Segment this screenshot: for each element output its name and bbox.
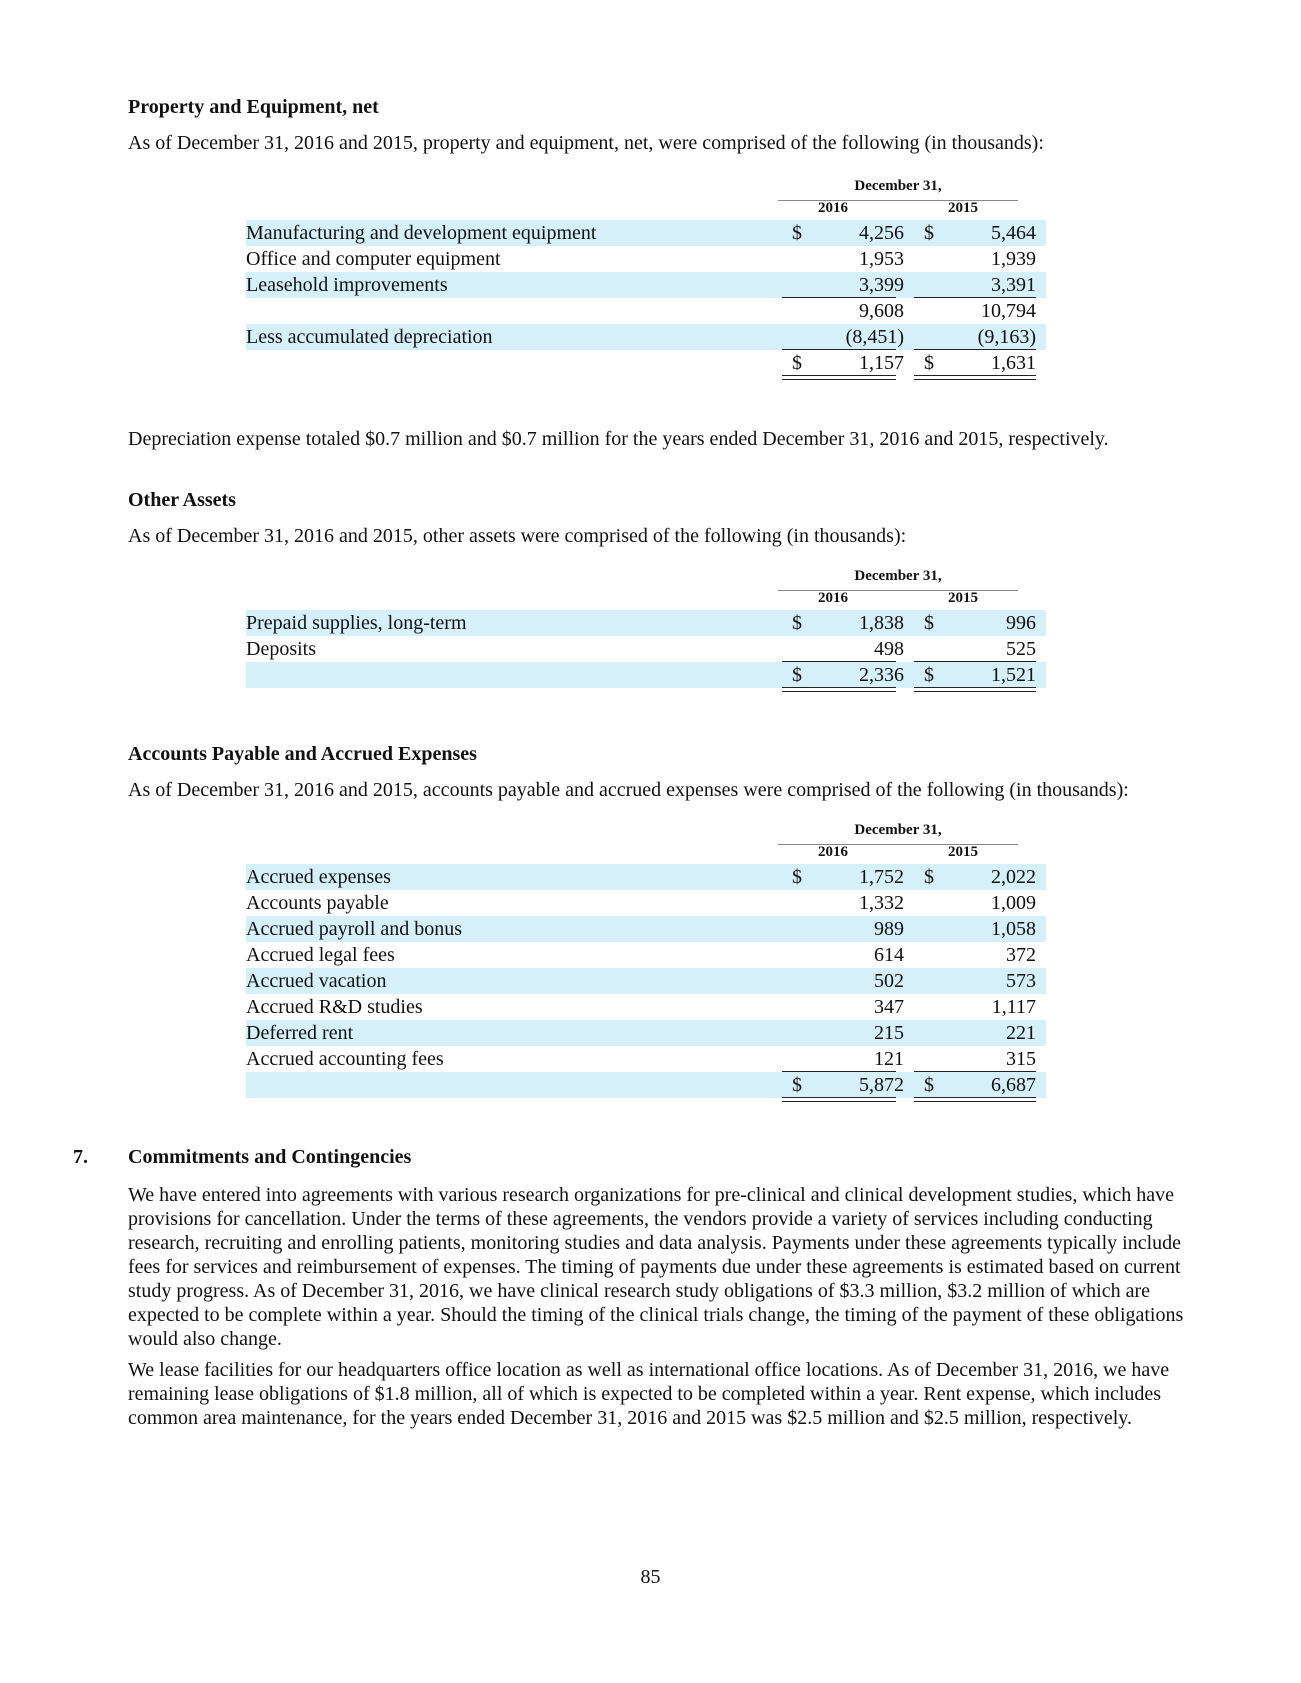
dollar-sign: $	[792, 866, 802, 888]
value-2016: 121	[874, 1048, 904, 1070]
value-2016: 3,399	[859, 274, 904, 296]
value-2015: 3,391	[991, 274, 1036, 296]
table-row	[246, 1020, 1046, 1046]
table-header: December 31,	[778, 568, 1018, 591]
table-body	[246, 864, 1046, 1098]
section-title-payables: Accounts Payable and Accrued Expenses	[128, 743, 477, 765]
value-2016: 1,752	[859, 866, 904, 888]
section-title-other-assets: Other Assets	[128, 489, 236, 511]
value-2015: 5,464	[991, 222, 1036, 244]
value-2015: 10,794	[981, 300, 1036, 322]
column-header-2015: 2015	[948, 200, 978, 216]
value-2015: (9,163)	[977, 326, 1036, 348]
dollar-sign: $	[792, 222, 802, 244]
column-header-2016: 2016	[818, 844, 848, 860]
value-2016: 347	[874, 996, 904, 1018]
other-assets-intro: As of December 31, 2016 and 2015, other assets were comprised of the following (in thousands):	[128, 525, 907, 547]
value-2016: 215	[874, 1022, 904, 1044]
value-2015: 1,058	[991, 918, 1036, 940]
table-row-total	[246, 350, 1046, 376]
value-2016: 989	[874, 918, 904, 940]
table-row	[246, 1046, 1046, 1072]
row-label: Prepaid supplies, long-term	[246, 612, 467, 634]
value-2016: 1,332	[859, 892, 904, 914]
value-2015: 6,687	[991, 1074, 1036, 1096]
total-double-rule	[914, 375, 1036, 380]
value-2016: 614	[874, 944, 904, 966]
value-2015: 1,631	[991, 352, 1036, 374]
row-label: Deposits	[246, 638, 316, 660]
table-row-total	[246, 662, 1046, 688]
table-row-total	[246, 1072, 1046, 1098]
table-row	[246, 864, 1046, 890]
value-2015: 1,117	[991, 996, 1036, 1018]
section-title-commitments: Commitments and Contingencies	[128, 1146, 412, 1168]
dollar-sign: $	[924, 664, 934, 686]
property-intro: As of December 31, 2016 and 2015, property and equipment, net, were comprised of the following (in thousands):	[128, 132, 1044, 154]
table-row	[246, 220, 1046, 246]
table-row	[246, 968, 1046, 994]
value-2016: 4,256	[859, 222, 904, 244]
dollar-sign: $	[792, 352, 802, 374]
dollar-sign: $	[924, 352, 934, 374]
dollar-sign: $	[924, 222, 934, 244]
row-label: Accrued accounting fees	[246, 1048, 444, 1070]
table-row	[246, 994, 1046, 1020]
total-double-rule	[782, 1097, 896, 1102]
table-row	[246, 916, 1046, 942]
row-label: Manufacturing and development equipment	[246, 222, 597, 244]
commitments-paragraph-2: We lease facilities for our headquarters office location as well as international office locations. As of December 31, 2016, we have remaining lease obligations of $1.8 million, all of which is expected to be completed within a year. Rent expense, which includes common area maintenance, for the years ended December 31, 2016 and 2015 was $2.5 million and $2.5 million, respectively.	[128, 1359, 1170, 1429]
page-number: 85	[640, 1566, 661, 1588]
dollar-sign: $	[924, 1074, 934, 1096]
other-assets-table	[246, 568, 1046, 698]
depreciation-note: Depreciation expense totaled $0.7 million and $0.7 million for the years ended December 31, 2016 and 2015, respectively.	[128, 428, 1109, 450]
value-2016: 2,336	[859, 664, 904, 686]
total-double-rule	[914, 687, 1036, 692]
value-2016: 5,872	[859, 1074, 904, 1096]
total-double-rule	[782, 375, 896, 380]
value-2016: (8,451)	[845, 326, 904, 348]
dollar-sign: $	[792, 1074, 802, 1096]
row-label: Accrued expenses	[246, 866, 391, 888]
row-label: Accrued R&D studies	[246, 996, 423, 1018]
value-2016: 9,608	[859, 300, 904, 322]
row-label: Accounts payable	[246, 892, 389, 914]
table-row	[246, 890, 1046, 916]
commitments-paragraph-1: We have entered into agreements with various research organizations for pre-clinical and clinical development studies, which have provisions for cancellation. Under the terms of these agreements, the vendors provide a variety of services including conducting research, recruiting and enrolling patients, monitoring studies and data analysis. Payments under these agreements typically include fees for services and reimbursement of expenses. The timing of payments due under these agreements is estimated based on current study progress. As of December 31, 2016, we have clinical research study obligations of $3.3 million, $3.2 million of which are expected to be complete within a year. Should the timing of the clinical trials change, the timing of the payment of these obligations would also change.	[128, 1184, 1184, 1350]
dollar-sign: $	[792, 664, 802, 686]
dollar-sign: $	[924, 612, 934, 634]
table-row	[246, 636, 1046, 662]
table-body	[246, 610, 1046, 688]
row-label: Less accumulated depreciation	[246, 326, 493, 348]
row-label: Deferred rent	[246, 1022, 354, 1044]
value-2015: 996	[1006, 612, 1036, 634]
property-table	[246, 178, 1046, 378]
section-number: 7.	[73, 1146, 88, 1168]
column-header-2015: 2015	[948, 590, 978, 606]
dollar-sign: $	[924, 866, 934, 888]
value-2015: 1,939	[991, 248, 1036, 270]
table-row	[246, 272, 1046, 298]
column-header-2016: 2016	[818, 200, 848, 216]
table-row	[246, 942, 1046, 968]
value-2016: 502	[874, 970, 904, 992]
value-2015: 221	[1006, 1022, 1036, 1044]
table-header: December 31,	[778, 178, 1018, 201]
value-2015: 573	[1006, 970, 1036, 992]
table-row	[246, 610, 1046, 636]
payables-intro: As of December 31, 2016 and 2015, accounts payable and accrued expenses were comprised of the following (in thousands):	[128, 779, 1129, 801]
row-label: Accrued vacation	[246, 970, 387, 992]
value-2015: 1,009	[991, 892, 1036, 914]
column-header-2016: 2016	[818, 590, 848, 606]
value-2015: 525	[1006, 638, 1036, 660]
table-row	[246, 324, 1046, 350]
dollar-sign: $	[792, 612, 802, 634]
table-row	[246, 298, 1046, 324]
value-2015: 315	[1006, 1048, 1036, 1070]
value-2016: 1,157	[859, 352, 904, 374]
table-body	[246, 220, 1046, 376]
value-2015: 2,022	[991, 866, 1036, 888]
value-2015: 1,521	[991, 664, 1036, 686]
row-label: Accrued payroll and bonus	[246, 918, 463, 940]
section-title-property: Property and Equipment, net	[128, 96, 379, 118]
payables-table	[246, 822, 1046, 1112]
value-2016: 1,953	[859, 248, 904, 270]
total-double-rule	[782, 687, 896, 692]
value-2016: 498	[874, 638, 904, 660]
row-label: Accrued legal fees	[246, 944, 395, 966]
column-header-2015: 2015	[948, 844, 978, 860]
value-2015: 372	[1006, 944, 1036, 966]
row-label: Leasehold improvements	[246, 274, 448, 296]
table-row	[246, 246, 1046, 272]
table-header: December 31,	[778, 822, 1018, 845]
value-2016: 1,838	[859, 612, 904, 634]
row-label: Office and computer equipment	[246, 248, 501, 270]
total-double-rule	[914, 1097, 1036, 1102]
